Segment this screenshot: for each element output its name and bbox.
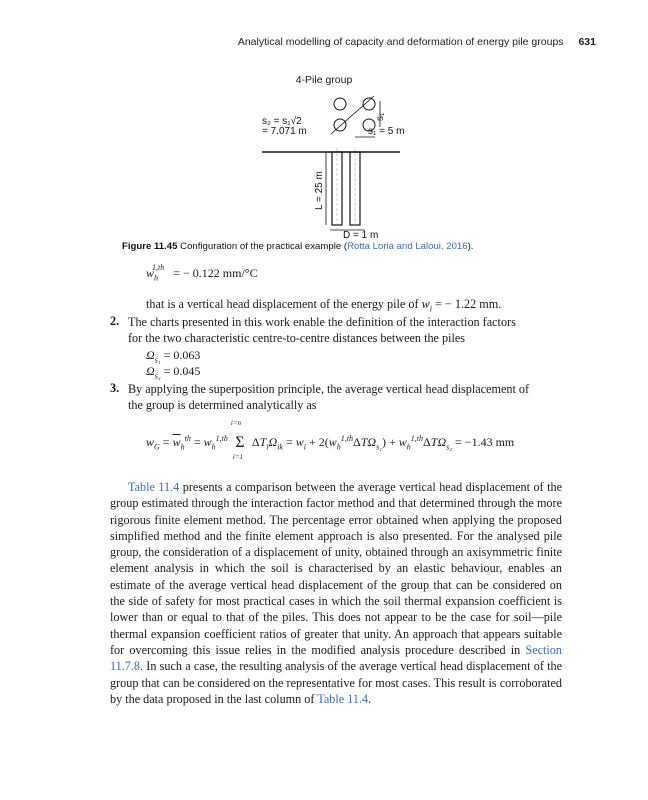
- diameter-label: D = 1 m: [343, 230, 379, 240]
- length-label: L = 25 m: [314, 171, 325, 210]
- discussion-paragraph: Table 11.4 presents a comparison between the average vertical head displacement of the group estimated through the interaction factor method and that determined through the more rigorous finite element method. The percentage error obtained when applying the proposed simplified method and the finite element approach is also presented. For the analysed pile group, the consideration of a displacement of unity, obtained through an axisymmetric finite element analysis in which the soil is characterised by an elastic behaviour, enables an estimate of the average vertical head displacement of the group that can be considered on the side of safety for most practical cases in which the soil thermal expansion coefficient is lower than or equal to that of the piles. This does not appear to be the case for soil—pile thermal expansion coefficient ratios of greater that unity. An approach that appears suitable for overcoming this issue relies in the modified analysis procedure described in Section 11.7.8. In such a case, the resulting analysis of the average vertical head displacement of the group that can be considered on the representative for most cases. This result is corroborated by the data proposed in the last column of Table 11.4.: [110, 480, 562, 706]
- superposition-equation: $w_G = \overline{w}_h^{th} = w_h^{1,th}$ i=n Σ i=1 $\Delta T_i\Omega_{ik} = w_i + 2(w_h^{1,th}\Delta T\Omega_{s_1}) + w_h^{1,th}\Delta T\Omega_{s_2} = -1.43$ mm: [146, 419, 515, 462]
- caption-end: ).: [467, 241, 474, 252]
- pile-plan-1: [334, 98, 346, 110]
- caption-text: Configuration of the practical example (: [180, 241, 348, 252]
- figure-title: 4-Pile group: [295, 74, 353, 86]
- caption-citation-link[interactable]: Rotta Loria and Laloui, 2016: [347, 241, 468, 252]
- eq1-lhs: w: [146, 266, 155, 280]
- eq1-rhs: = − 0.122 mm/°C: [173, 266, 258, 280]
- equation-thermal-displacement: $w_h^{1,th}$ = − 0.122 mm/°C: [146, 263, 258, 283]
- s2-label-line1: s₂ = s₁√2: [262, 116, 302, 127]
- item2-number: 2.: [110, 314, 120, 328]
- s1-vertical-label: s₁: [375, 112, 386, 121]
- pile-group-figure: [0, 0, 648, 240]
- omega1-equation: $\Omega_{s_1} = 0.063$: [146, 348, 201, 365]
- pile-plan-3: [334, 119, 346, 131]
- caption-label: Figure 11.45: [122, 241, 178, 252]
- figure-caption: [122, 241, 473, 252]
- running-title: Analytical modelling of capacity and deformation of energy pile groups: [237, 36, 564, 48]
- superposition-result: = −1.43 mm: [455, 435, 515, 449]
- item2-text: The charts presented in this work enable the definition of the interaction factors for the two characteristic centre-to-centre distances between the piles: [128, 315, 516, 345]
- item3-text: By applying the superposition principle, the average vertical head displacement of the group is determined analytically as: [128, 382, 530, 412]
- sum-lower-limit: i=1: [232, 453, 244, 462]
- page-number: 631: [578, 36, 596, 48]
- table-11-4-link[interactable]: Table 11.4: [128, 480, 180, 494]
- item3-number: 3.: [110, 381, 120, 395]
- displacement-sentence: that is a vertical head displacement of the energy pile of $w_i$ = − 1.22 mm.: [146, 297, 502, 314]
- sum-upper-limit: i=n: [230, 419, 242, 428]
- section-11-7-8-link[interactable]: Section 11.7.8: [110, 642, 562, 674]
- s2-label-line2: = 7.071 m: [262, 126, 307, 137]
- table-11-4-link-end[interactable]: Table 11.4: [317, 691, 369, 706]
- omega2-equation: $\Omega_{s_2} = 0.045$: [146, 364, 201, 381]
- s1-label: s₁ = 5 m: [368, 126, 405, 137]
